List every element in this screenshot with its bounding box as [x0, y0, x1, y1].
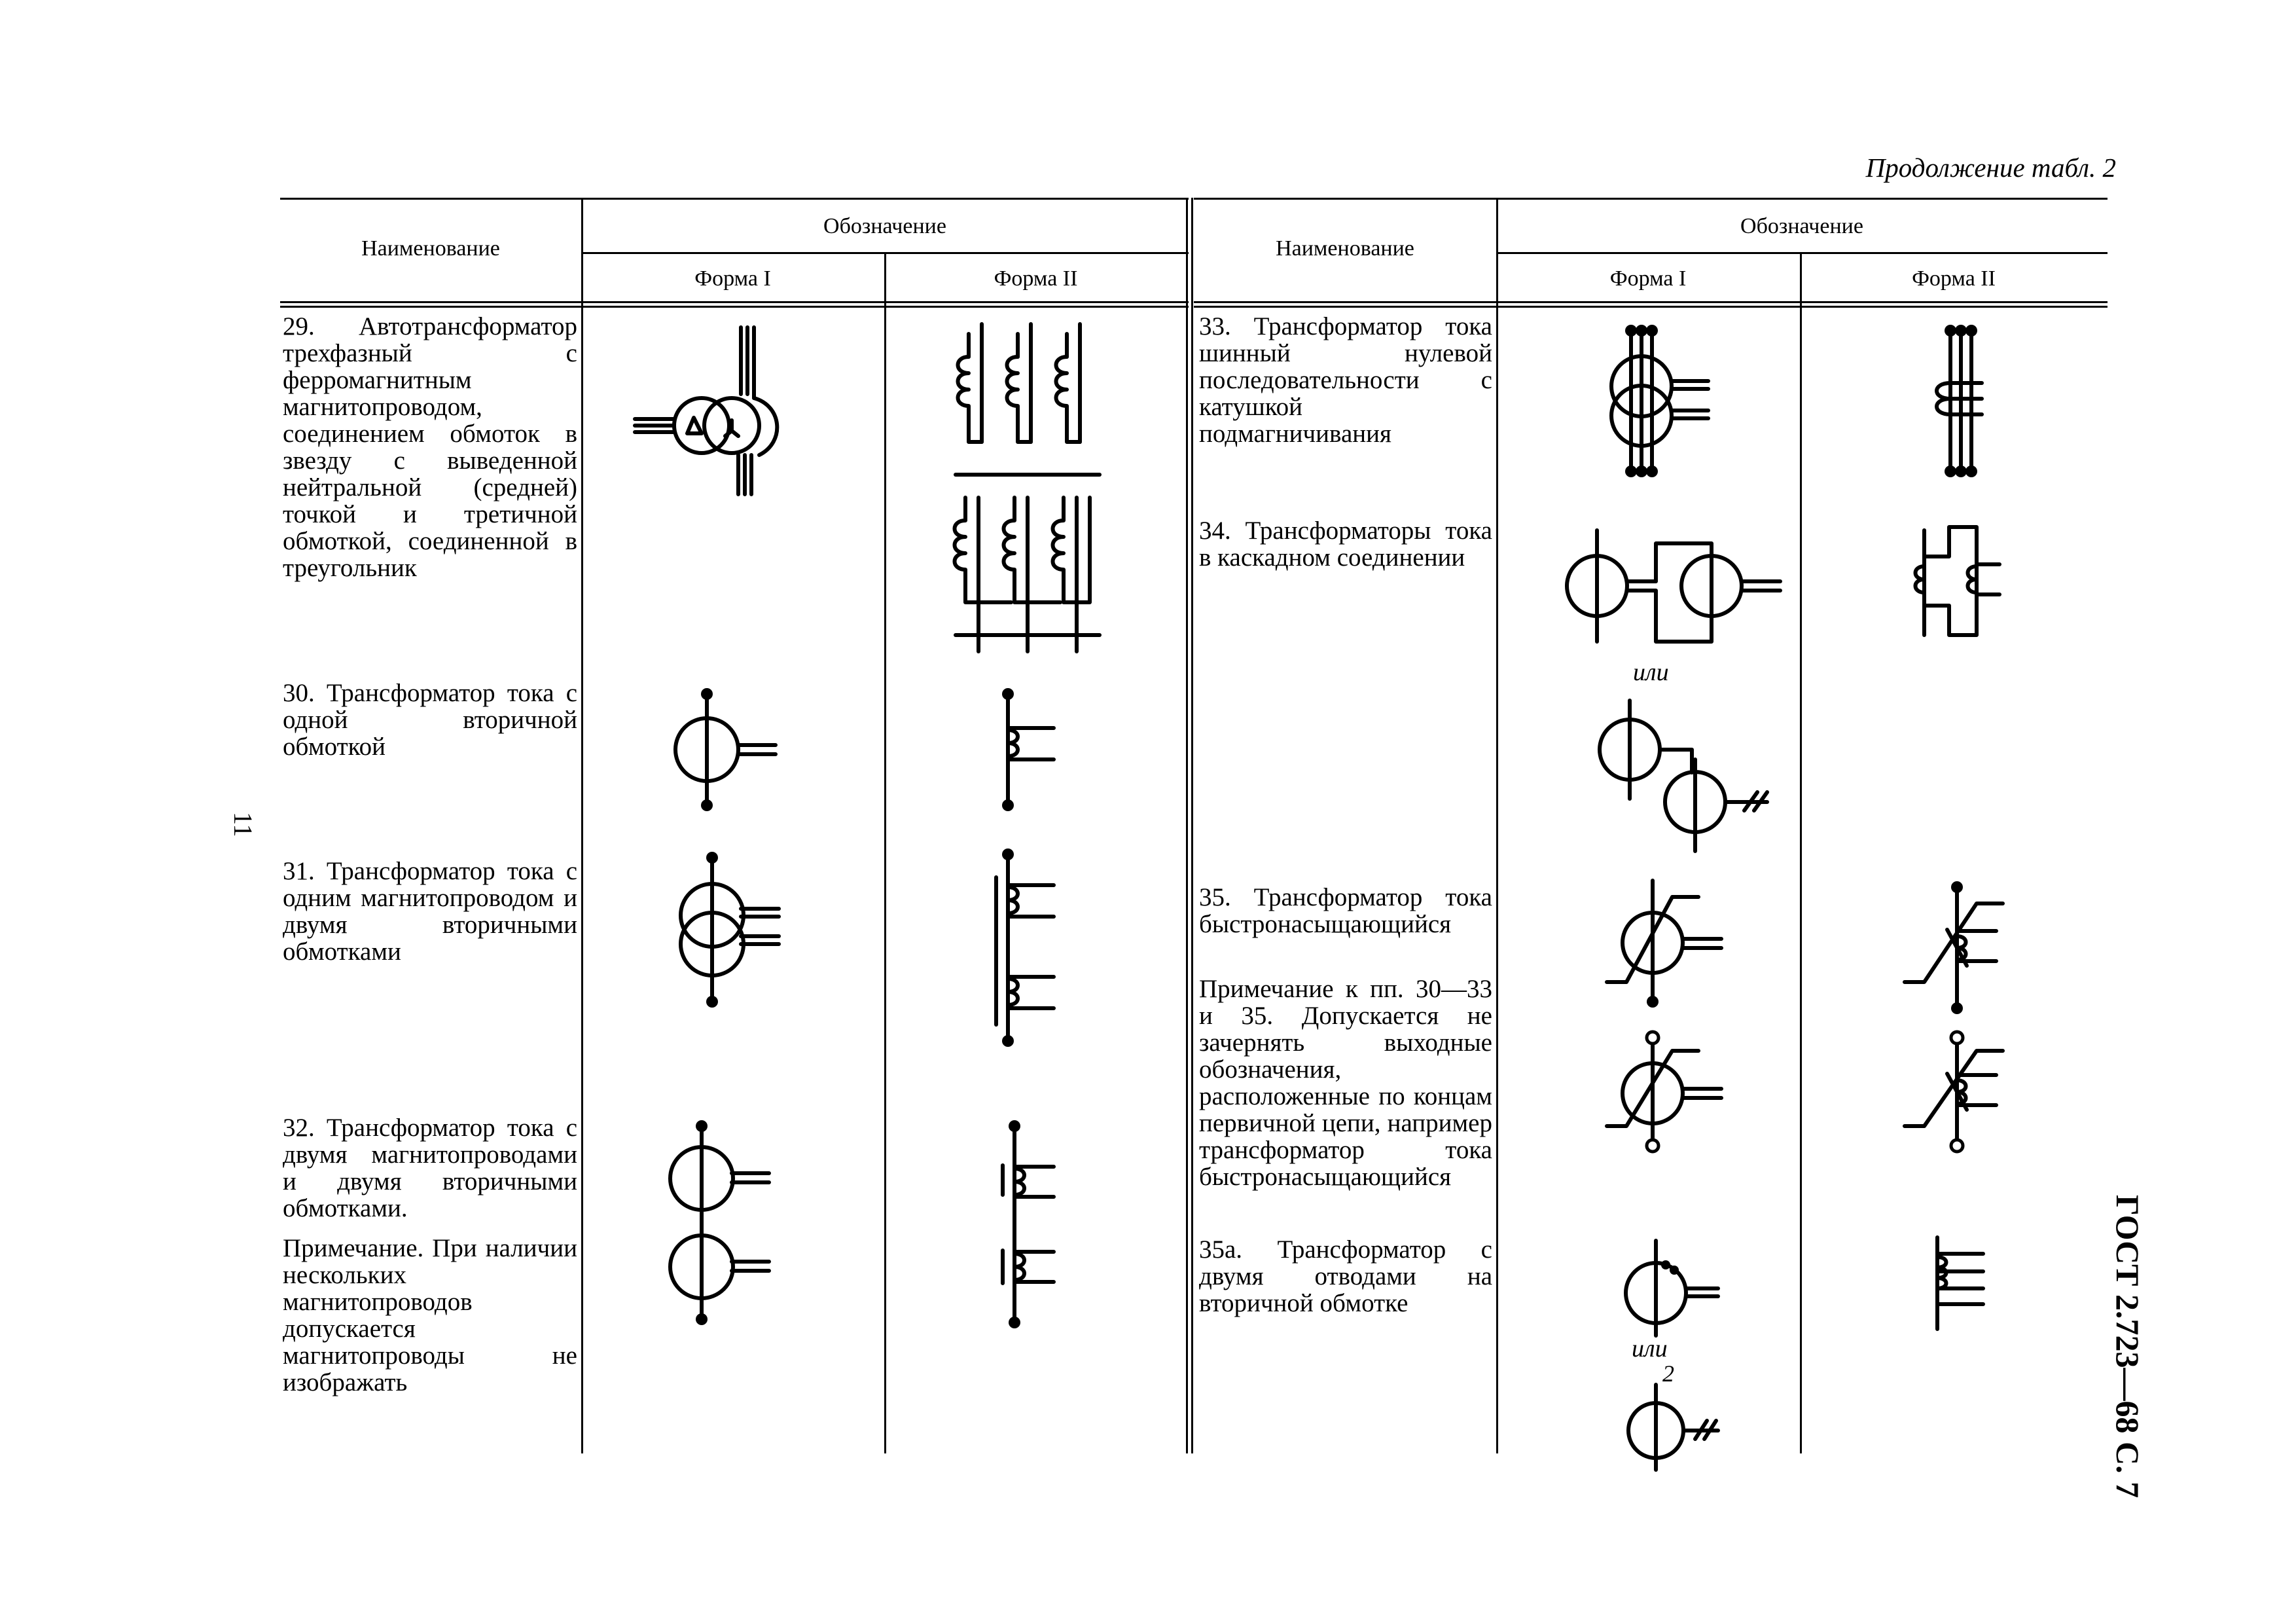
header-form1-left: Форма I [694, 266, 771, 291]
saturating-ct-form1-hollow-symbol [1597, 1028, 1754, 1159]
saturating-ct-form2-symbol [1898, 877, 2016, 1021]
autotransformer-form1-symbol [641, 321, 798, 498]
header-name-right: Наименование [1276, 236, 1414, 261]
cascade-ct-form1-alt-symbol [1597, 694, 1793, 858]
row-30-text: 30. Трансформатор тока с одной вторичной обмоткой [283, 679, 577, 761]
two-tap-transformer-form1-alt-symbol [1604, 1355, 1734, 1473]
row-35-note: Примечание к пп. 30—33 и 35. Допускается не зачернять выходные обозначения, расположенные по концам первичной цепи, например трансформатор тока быстронасыщающийся [1199, 975, 1492, 1191]
row-31-text: 31. Трансформатор тока с одним магнитопроводом и двумя вторичными обмотками [283, 857, 577, 966]
header-form2-left: Форма II [994, 266, 1078, 291]
saturating-ct-form2-hollow-symbol [1898, 1028, 2016, 1159]
ct-two-cores-form1-symbol [661, 1120, 792, 1329]
row-35a-text: 35а. Трансформатор с двумя отводами на вторичной обмотке [1199, 1235, 1492, 1317]
ct-one-core-two-windings-form1-symbol [668, 851, 798, 1015]
row-35-text: 35. Трансформатор тока быстронасыщающийся [1199, 883, 1492, 938]
page-number: 11 [228, 812, 258, 837]
bus-zero-sequence-ct-form2-symbol [1911, 321, 2009, 484]
or-label-35a: или [1632, 1335, 1668, 1362]
gost-label: ГОСТ 2.723—68 С. 7 [2109, 1195, 2146, 1499]
row-32-text: 32. Трансформатор тока с двумя магнитопроводами и двумя вторичными обмотками. [283, 1114, 577, 1222]
cascade-ct-form1-symbol [1564, 517, 1793, 655]
header-designation-left: Обозначение [823, 214, 946, 238]
header-designation-right: Обозначение [1740, 214, 1863, 238]
ct-one-core-two-windings-form2-symbol [988, 851, 1086, 1048]
autotransformer-form2-symbol [952, 321, 1116, 661]
or-label-34: или [1633, 659, 1669, 686]
header-form2-right: Форма II [1912, 266, 1996, 291]
tap-count-label: 2 [1662, 1360, 1674, 1387]
current-transformer-form2-symbol [988, 687, 1086, 818]
continuation-caption: Продолжение табл. 2 [1865, 153, 2116, 183]
two-tap-transformer-form1-symbol [1604, 1231, 1734, 1342]
header-name-left: Наименование [361, 236, 500, 261]
row-29-text: 29. Автотрансформатор трехфазный с ферромагнитным магнитопроводом, соединением обмоток в звезду с выведенной нейтральной (средней) точкой и третичной обмоткой, соединенной в треугольник [283, 312, 577, 582]
row-33-text: 33. Трансформатор тока шинный нулевой последовательности с катушкой подмагничивания [1199, 312, 1492, 448]
saturating-ct-form1-symbol [1597, 871, 1754, 1015]
cascade-ct-form2-symbol [1905, 517, 2003, 648]
two-tap-transformer-form2-symbol [1918, 1231, 2016, 1336]
bus-zero-sequence-ct-form1-symbol [1597, 321, 1741, 484]
header-form1-right: Форма I [1609, 266, 1687, 291]
row-32-note: Примечание. При наличии нескольких магнитопроводов допускается магнитопроводы не изображать [283, 1234, 577, 1396]
current-transformer-form1-symbol [661, 687, 792, 818]
row-34-text: 34. Трансформаторы тока в каскадном соединении [1199, 517, 1492, 572]
ct-two-cores-form2-symbol [988, 1120, 1086, 1329]
